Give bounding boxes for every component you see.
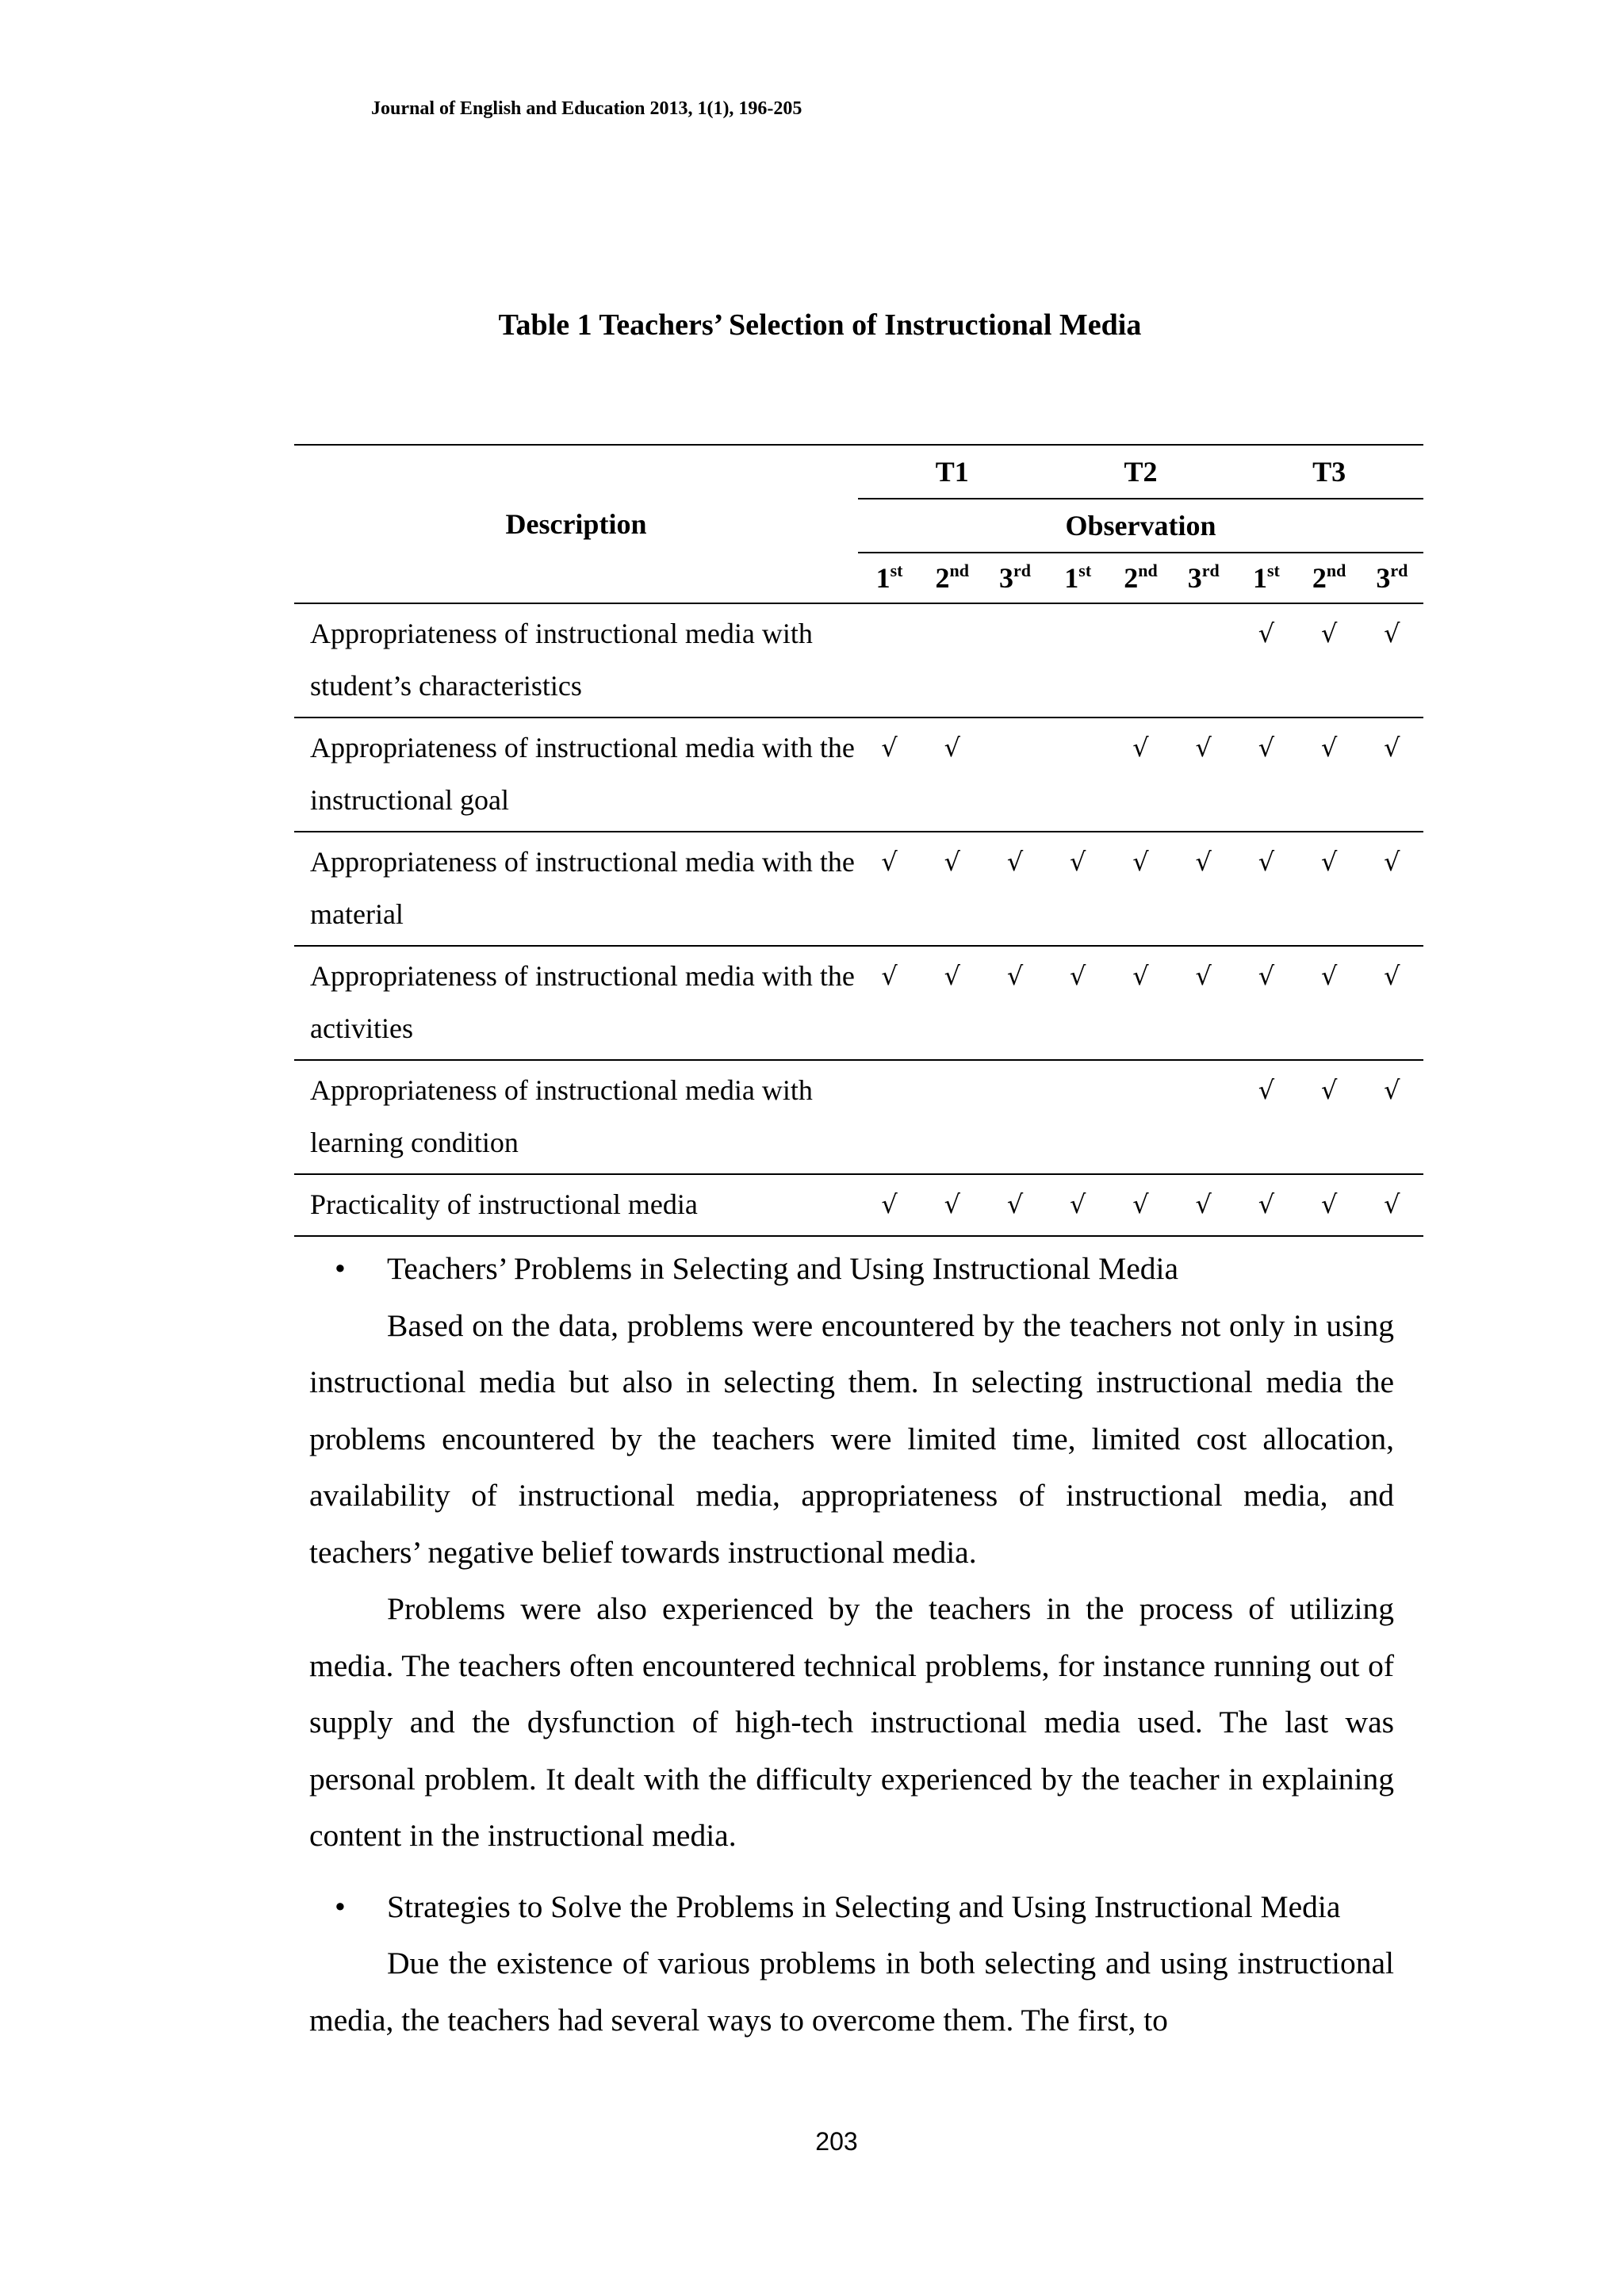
paragraph: Due the existence of various problems in both selecting and using instructional media, the teachers had several ways to overcome them. The first, to — [309, 1946, 1394, 2038]
check-mark-cell: √ — [1235, 1174, 1297, 1236]
check-mark-cell: √ — [1361, 832, 1423, 946]
check-mark-cell: √ — [1298, 718, 1361, 832]
check-mark-cell — [1109, 1060, 1172, 1174]
table-row — [294, 1174, 1423, 1236]
page-number: 203 — [815, 2127, 858, 2156]
check-mark-cell: √ — [1047, 946, 1109, 1060]
bullet-dot-icon: • — [335, 1888, 346, 1924]
check-mark-cell — [1109, 603, 1172, 718]
observation-ordinal — [1047, 553, 1109, 603]
paragraph: Problems were also experienced by the teachers in the process of utilizing media. The teachers often encountered technical problems, for instance running out of supply and the dysfunction of high-tech instructional media used. The last was personal problem. It dealt with the difficulty experienced by the teacher in explaining content in the instructional media. — [309, 1591, 1394, 1853]
row-description: Appropriateness of instructional media with the instructional goal — [294, 718, 858, 832]
ordinal-number: 1 — [1252, 562, 1267, 594]
ordinal-number: 2 — [935, 562, 950, 594]
ordinal-suffix: st — [1078, 561, 1092, 580]
ordinal-number: 3 — [999, 562, 1014, 594]
ordinal-suffix: rd — [1390, 561, 1408, 580]
ordinal-suffix: nd — [1138, 561, 1158, 580]
table-row — [294, 946, 1423, 1060]
check-mark-cell: √ — [1235, 946, 1297, 1060]
check-mark-cell: √ — [1047, 832, 1109, 946]
body-text — [309, 1241, 1394, 2049]
check-mark-cell: √ — [1361, 718, 1423, 832]
bullet-text: Strategies to Solve the Problems in Selecting and Using Instructional Media — [387, 1888, 1341, 1924]
description-header: Description — [294, 445, 858, 603]
ordinal-number: 2 — [1124, 562, 1139, 594]
ordinal-number: 3 — [1376, 562, 1391, 594]
check-mark-cell: √ — [1047, 1174, 1109, 1236]
running-head: Journal of English and Education 2013, 1(1), 196-205 — [371, 98, 802, 119]
ordinal-number: 3 — [1187, 562, 1202, 594]
observation-ordinal — [1172, 553, 1235, 603]
ordinal-suffix: nd — [1326, 561, 1346, 580]
check-mark-cell: √ — [921, 718, 983, 832]
check-mark-cell — [858, 1060, 921, 1174]
check-mark-cell — [1047, 603, 1109, 718]
table-row — [294, 832, 1423, 946]
check-mark-cell: √ — [1109, 832, 1172, 946]
bullet-dot-icon: • — [335, 1251, 346, 1286]
check-mark-cell: √ — [1298, 946, 1361, 1060]
ordinal-number: 1 — [875, 562, 891, 594]
table-row — [294, 603, 1423, 718]
teacher-header-t1: T1 — [858, 445, 1047, 499]
observation-ordinal — [983, 553, 1046, 603]
check-mark-cell — [1172, 603, 1235, 718]
check-mark-cell: √ — [1172, 1174, 1235, 1236]
check-mark-cell: √ — [858, 832, 921, 946]
check-mark-cell: √ — [1172, 946, 1235, 1060]
check-mark-cell: √ — [983, 946, 1046, 1060]
check-mark-cell — [921, 1060, 983, 1174]
observation-header: Observation — [858, 499, 1423, 553]
check-mark-cell — [983, 603, 1046, 718]
check-mark-cell: √ — [1298, 1060, 1361, 1174]
bullet-item — [309, 1241, 1394, 1298]
ordinal-suffix: nd — [949, 561, 970, 580]
check-mark-cell: √ — [1235, 718, 1297, 832]
check-mark-cell: √ — [983, 1174, 1046, 1236]
check-mark-cell: √ — [858, 1174, 921, 1236]
check-mark-cell: √ — [1298, 603, 1361, 718]
row-description: Appropriateness of instructional media with learning condition — [294, 1060, 858, 1174]
check-mark-cell — [1047, 1060, 1109, 1174]
observation-ordinal — [858, 553, 921, 603]
paragraph: Based on the data, problems were encountered by the teachers not only in using instructional media but also in selecting them. In selecting instructional media the problems encountered by the teachers were limited time, limited cost allocation, availability of instructional media, appropriateness of instructional media, and teachers’ negative belief towards instructional media. — [309, 1307, 1394, 1570]
table-row — [294, 718, 1423, 832]
observation-ordinal — [1298, 553, 1361, 603]
check-mark-cell — [1172, 1060, 1235, 1174]
check-mark-cell: √ — [1109, 1174, 1172, 1236]
table-caption: Table 1 Teachers’ Selection of Instructional Media — [498, 308, 1142, 342]
ordinal-suffix: st — [1266, 561, 1280, 580]
row-description: Appropriateness of instructional media with the material — [294, 832, 858, 946]
row-description: Appropriateness of instructional media with the activities — [294, 946, 858, 1060]
row-description: Practicality of instructional media — [294, 1174, 858, 1236]
bullet-text: Teachers’ Problems in Selecting and Using Instructional Media — [387, 1251, 1179, 1286]
teacher-header-t3: T3 — [1235, 445, 1423, 499]
check-mark-cell: √ — [1235, 1060, 1297, 1174]
observation-ordinal — [921, 553, 983, 603]
observation-ordinal — [1235, 553, 1297, 603]
check-mark-cell: √ — [1361, 603, 1423, 718]
table-row — [294, 1060, 1423, 1174]
observation-ordinal — [1361, 553, 1423, 603]
bullet-item — [309, 1879, 1394, 1936]
table-body — [294, 603, 1423, 1236]
check-mark-cell: √ — [983, 832, 1046, 946]
ordinal-suffix: rd — [1201, 561, 1220, 580]
check-mark-cell — [1047, 718, 1109, 832]
check-mark-cell: √ — [1235, 832, 1297, 946]
check-mark-cell: √ — [921, 1174, 983, 1236]
check-mark-cell: √ — [858, 718, 921, 832]
ordinal-suffix: st — [890, 561, 903, 580]
check-mark-cell: √ — [1109, 946, 1172, 1060]
check-mark-cell: √ — [1361, 1060, 1423, 1174]
check-mark-cell — [921, 603, 983, 718]
ordinal-number: 2 — [1312, 562, 1327, 594]
check-mark-cell: √ — [1235, 603, 1297, 718]
ordinal-number: 1 — [1064, 562, 1079, 594]
check-mark-cell — [983, 1060, 1046, 1174]
check-mark-cell: √ — [1172, 718, 1235, 832]
row-description: Appropriateness of instructional media with student’s characteristics — [294, 603, 858, 718]
check-mark-cell: √ — [921, 946, 983, 1060]
check-mark-cell: √ — [921, 832, 983, 946]
check-mark-cell: √ — [1361, 1174, 1423, 1236]
media-selection-table — [294, 444, 1423, 1237]
check-mark-cell: √ — [1172, 832, 1235, 946]
observation-ordinal — [1109, 553, 1172, 603]
check-mark-cell: √ — [1109, 718, 1172, 832]
check-mark-cell: √ — [1361, 946, 1423, 1060]
ordinal-suffix: rd — [1013, 561, 1032, 580]
check-mark-cell — [858, 603, 921, 718]
check-mark-cell: √ — [1298, 832, 1361, 946]
teacher-header-t2: T2 — [1047, 445, 1235, 499]
check-mark-cell — [983, 718, 1046, 832]
check-mark-cell: √ — [858, 946, 921, 1060]
check-mark-cell: √ — [1298, 1174, 1361, 1236]
